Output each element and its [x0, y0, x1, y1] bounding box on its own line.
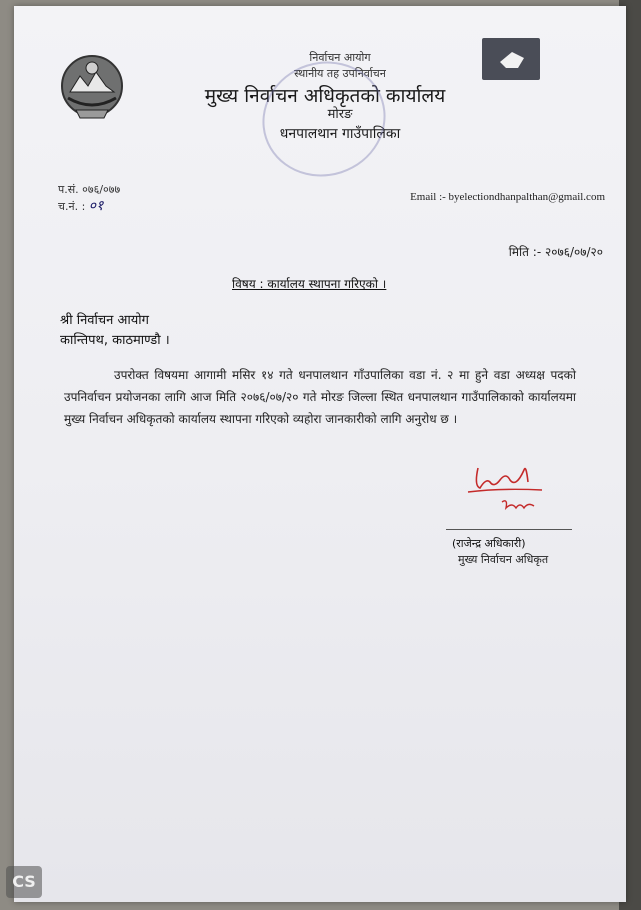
email-address: Email :- byelectiondhanpalthan@gmail.com: [410, 191, 605, 203]
dispatch-number: ०१: [88, 198, 104, 214]
camscanner-logo-icon: CS: [6, 866, 42, 898]
letter-number: प.सं. ०७६/०७७: [58, 183, 121, 196]
office-title: मुख्य निर्वाचन अधिकृतको कार्यालय: [204, 85, 446, 107]
letter-date: मिति :- २०७६/०७/२०: [508, 245, 603, 259]
dispatch-number-row: [58, 196, 103, 215]
commission-label: निर्वाचन आयोग: [309, 51, 371, 64]
election-symbol-box: [482, 38, 540, 80]
subject-line: विषय : कार्यालय स्थापना गरिएको ।: [232, 277, 387, 291]
dispatch-label: च.नं. :: [58, 200, 86, 213]
district-label: मोरङ: [327, 107, 353, 122]
signature-line: [446, 529, 572, 530]
letter-body: उपरोक्त विषयमा आगामी मसिर १४ गते धनपालथान गाँउपालिका वडा नं. २ मा हुने वडा अध्यक्ष पदको उपनिर्वाचन प्रयोजनका लागि आज मिति २०७६/०७/२० गते मोरङ जिल्ला स्थित धनपालथान गाउँपालिकाको कार्यालयमा मुख्य निर्वाचन अधिकृतको कार्यालय स्थापना गरिएको व्यहोरा जानकारीको लागि अनुरोध छ ।: [64, 368, 576, 426]
sub-label: स्थानीय तह उपनिर्वाचन: [294, 67, 386, 80]
hand-symbol-icon: [482, 38, 540, 80]
recipient-address: कान्तिपथ, काठमाण्डौ ।: [60, 333, 170, 348]
recipient-name: श्री निर्वाचन आयोग: [60, 313, 149, 328]
signature-mark: [450, 458, 550, 524]
signatory-title: मुख्य निर्वाचन अधिकृत: [458, 553, 549, 566]
signatory-name: (राजेन्द्र अधिकारी): [452, 537, 526, 550]
municipality-label: धनपालथान गाउँपालिका: [279, 126, 401, 142]
nepal-emblem-icon: [58, 52, 126, 124]
